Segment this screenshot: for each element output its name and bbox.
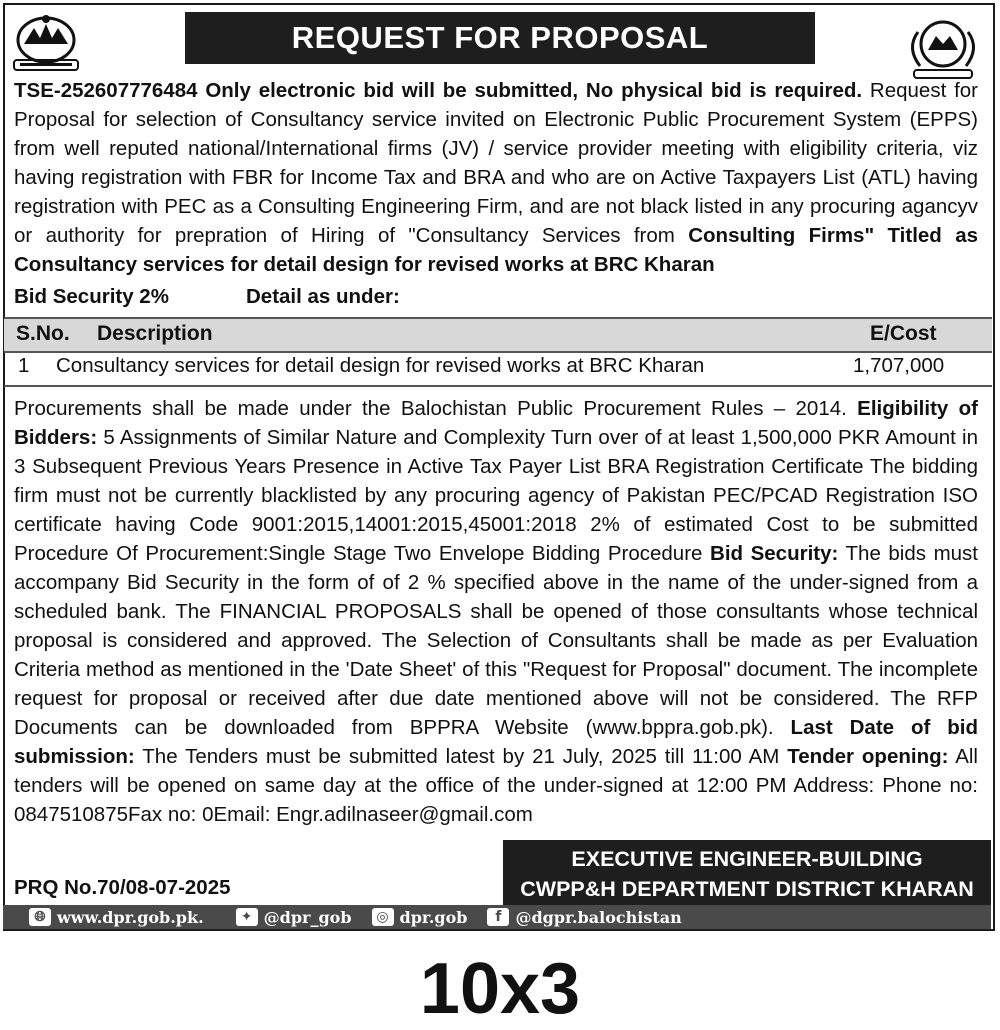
footer-twitter [236,908,352,927]
footer-instagram [372,908,468,927]
last-date-heading: Last Date of bid submission: [14,716,978,768]
body-text-1: Procurements shall be made under the Balochistan Public Procurement Rules – 2014. [14,397,858,420]
table-row [4,351,992,387]
intro-text: Request for Proposal for selection of Consultancy service invited on Electronic Public Procurement System (EPPS) from well reputed national/International firms (JV) / service provider meeting with eligibility criteria, viz having registration with FBR for Income Tax and BRA and who are on Active Taxpayers List (ATL) having registration with PEC as a Consulting Engineering Firm, and are not black listed in any procuring agancyv or authority for prepration of Hiring of "Consultancy Services from [14,79,979,247]
intro-paragraph [14,76,978,279]
footer-bar [3,905,991,929]
signature-block [503,840,991,906]
header-description: Description [97,322,213,345]
facebook-icon: f [487,908,509,926]
detail-label: Detail as under: [246,285,400,308]
ad-size-label: 10x3 [419,949,581,1029]
globe-icon: 🌐︎ [29,908,51,926]
instagram-icon: ◎ [372,908,394,926]
table-header [4,317,992,353]
footer-website [29,908,204,927]
body-paragraph [14,394,978,829]
footer-facebook [487,908,681,927]
twitter-icon: ✦ [236,908,258,926]
signature-line-2: CWPP&H DEPARTMENT DISTRICT KHARAN [520,877,974,901]
body-text-3: The bids must accompany Bid Security in the form of of 2 % specified above in the name of the under-signed from a scheduled bank. The FINANCIAL PROPOSALS shall be opened of those consultants whose technical proposal is considered and approved. The Selection of Consultants shall be made as per Evaluation Criteria method as mentioned in the 'Date Sheet' of this "Request for Proposal" document. The incomplete request for proposal or received after due date mentioned above will not be considered. The RFP Documents can be downloaded from BPPRA Website (www.bppra.gob.pk). [14,542,978,739]
footer-website-text: www.dpr.gob.pk. [57,907,204,927]
bid-security-label: Bid Security 2% [14,285,169,308]
tender-opening-heading: Tender opening: [787,745,949,768]
balochistan-emblem-logo [10,10,82,76]
header-cost: E/Cost [870,322,937,345]
footer-twitter-text: @dpr_gob [263,907,352,927]
bid-security-heading: Bid Security: [710,542,839,565]
page-title: REQUEST FOR PROPOSAL [185,12,815,64]
bid-security-line [14,285,400,309]
tse-notice: TSE-252607776484 Only electronic bid will be submitted, No physical bid is required. [14,79,863,102]
eligibility-heading: Eligibility of Bidders: [14,397,978,449]
header-sno: S.No. [16,322,70,345]
cell-sno: 1 [18,354,30,377]
cell-cost: 1,707,000 [853,354,945,377]
cell-description: Consultancy services for detail design for revised works at BRC Kharan [56,354,705,377]
government-seal-logo [898,12,988,84]
body-text-2: 5 Assignments of Similar Nature and Complexity Turn over of at least 1,500,000 PKR Amount in 3 Subsequent Previous Years Presence in Active Tax Payer List BRA Registration Certificate The bidding firm must not be currently blacklisted by any procuring agency of Pakistan PEC/PCAD Registration ISO certificate having Code 9001:2015,14001:2015,45001:2018 2% of estimated Cost to be submitted Procedure Of Procurement:Single Stage Two Envelope Bidding Procedure [14,426,978,565]
body-text-5: All tenders will be opened on same day at the office of the under-signed at 12:00 PM Address: Phone no: 0847510875Fax no: 0Email: Engr.adilnaseer@gmail.com [14,745,978,826]
signature-line-1: EXECUTIVE ENGINEER-BUILDING [571,847,923,871]
body-text-4: The Tenders must be submitted latest by 21 July, 2025 till 11:00 AM [134,745,788,768]
prq-number: PRQ No.70/08-07-2025 [14,876,231,899]
intro-title-bold: Consulting Firms" Titled as Consultancy services for detail design for revised works at BRC Kharan [14,224,978,276]
footer-instagram-text: dpr.gob [399,907,468,927]
footer-facebook-text: @dgpr.balochistan [515,907,682,927]
